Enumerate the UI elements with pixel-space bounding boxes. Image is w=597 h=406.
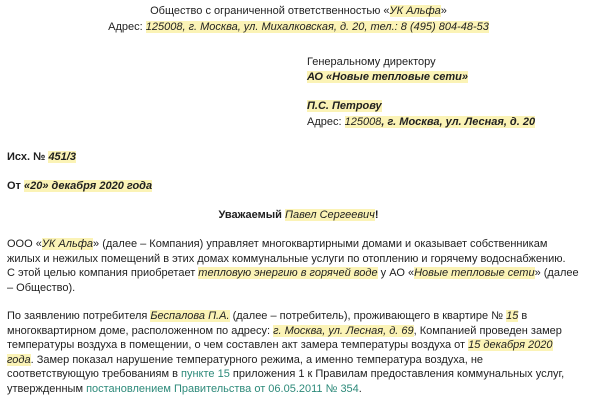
- company-name: УК Альфа: [41, 238, 94, 250]
- org-prefix: Общество с ограниченной ответственностью «: [150, 5, 390, 17]
- recipient-person: П.С. Петрову: [307, 100, 382, 112]
- paragraph-2-line-4: [7, 353, 483, 367]
- consumer-name: Беспалова П.А.: [150, 310, 230, 322]
- text: .: [358, 383, 362, 395]
- act-date-year: года: [7, 354, 31, 366]
- clause-15-link[interactable]: пункте 15: [181, 368, 230, 380]
- text: у АО «: [377, 267, 415, 279]
- text: » (далее: [534, 267, 579, 279]
- org-address-value: 125008, г. Москва, ул. Михалковская, д. 20, тел.: 8 (495) 804-48-53: [145, 21, 489, 33]
- greeting: [0, 208, 597, 222]
- text: утвержденным: [7, 383, 87, 395]
- paragraph-1-line-2: жилых и нежилых помещений в этих домах коммунальные услуги по отоплению и горячему водоснабжению.: [7, 253, 566, 265]
- paragraph-2-line-1: [7, 309, 527, 323]
- text: . Замер показал нарушение температурного режима, а именно температура воздуха, не: [30, 354, 484, 366]
- paragraph-2-line-2: [7, 324, 562, 338]
- greeting-name: Павел Сергеевич: [285, 209, 375, 221]
- outgoing-number-label: Исх. №: [7, 151, 49, 163]
- apartment-number: 15: [506, 310, 519, 322]
- resource-name: тепловую энергию в горячей воде: [198, 267, 378, 279]
- text: соответствующую требованиям в: [7, 368, 182, 380]
- paragraph-2-line-3: [7, 338, 553, 352]
- text: » (далее – Компания) управляет многоквартирными домами и оказывает собственникам: [93, 238, 548, 250]
- paragraph-2-line-5: [7, 367, 564, 381]
- org-name: УК Альфа: [389, 5, 441, 17]
- text: приложения 1 к Правилам предоставления коммунальных услуг,: [229, 368, 565, 380]
- paragraph-1-line-3: [7, 266, 579, 280]
- government-decree-link[interactable]: постановлением Правительства от 06.05.2011 № 354: [86, 383, 359, 395]
- paragraph-2-line-6: [7, 382, 362, 396]
- recipient-position: Генеральному директору: [307, 56, 436, 68]
- outgoing-date-label: От: [7, 180, 24, 192]
- org-suffix: »: [440, 5, 447, 17]
- org-header: [0, 4, 597, 18]
- outgoing-date: [7, 179, 152, 193]
- greeting-suffix: !: [374, 209, 379, 221]
- text: в: [518, 310, 528, 322]
- text: (далее – потребитель), проживающего в квартире №: [229, 310, 507, 322]
- recipient-company: АО «Новые тепловые сети»: [307, 71, 468, 83]
- org-address-label: Адрес:: [108, 21, 146, 33]
- text: По заявлению потребителя: [7, 310, 151, 322]
- outgoing-number-value: 451/3: [48, 151, 76, 163]
- act-date: 15 декабря 2020: [468, 339, 553, 351]
- paragraph-1-line-4: – Общество).: [7, 282, 76, 294]
- outgoing-date-value: «20» декабря 2020 года: [24, 180, 153, 192]
- greeting-prefix: Уважаемый: [218, 209, 285, 221]
- consumer-address: г. Москва, ул. Лесная, д. 69: [273, 325, 414, 337]
- paragraph-1-line-1: [7, 237, 547, 251]
- text: С этой целью компания приобретает: [7, 267, 199, 279]
- text: температуры воздуха в помещении, о чем составлен акт замера температуры воздуха от: [7, 339, 469, 351]
- outgoing-number: [7, 150, 76, 164]
- recipient-address-label: Адрес:: [307, 116, 345, 128]
- text: многоквартирном доме, расположенном по адресу:: [7, 325, 274, 337]
- org-address: [0, 20, 597, 34]
- recipient-address: [307, 115, 535, 129]
- supplier-name: Новые тепловые сети: [414, 267, 535, 279]
- recipient-address-rest: , г. Москва, ул. Лесная, д. 20: [381, 116, 536, 128]
- recipient-address-index: 125008: [344, 116, 382, 128]
- text: , Компанией проведен замер: [413, 325, 562, 337]
- text: ООО «: [7, 238, 42, 250]
